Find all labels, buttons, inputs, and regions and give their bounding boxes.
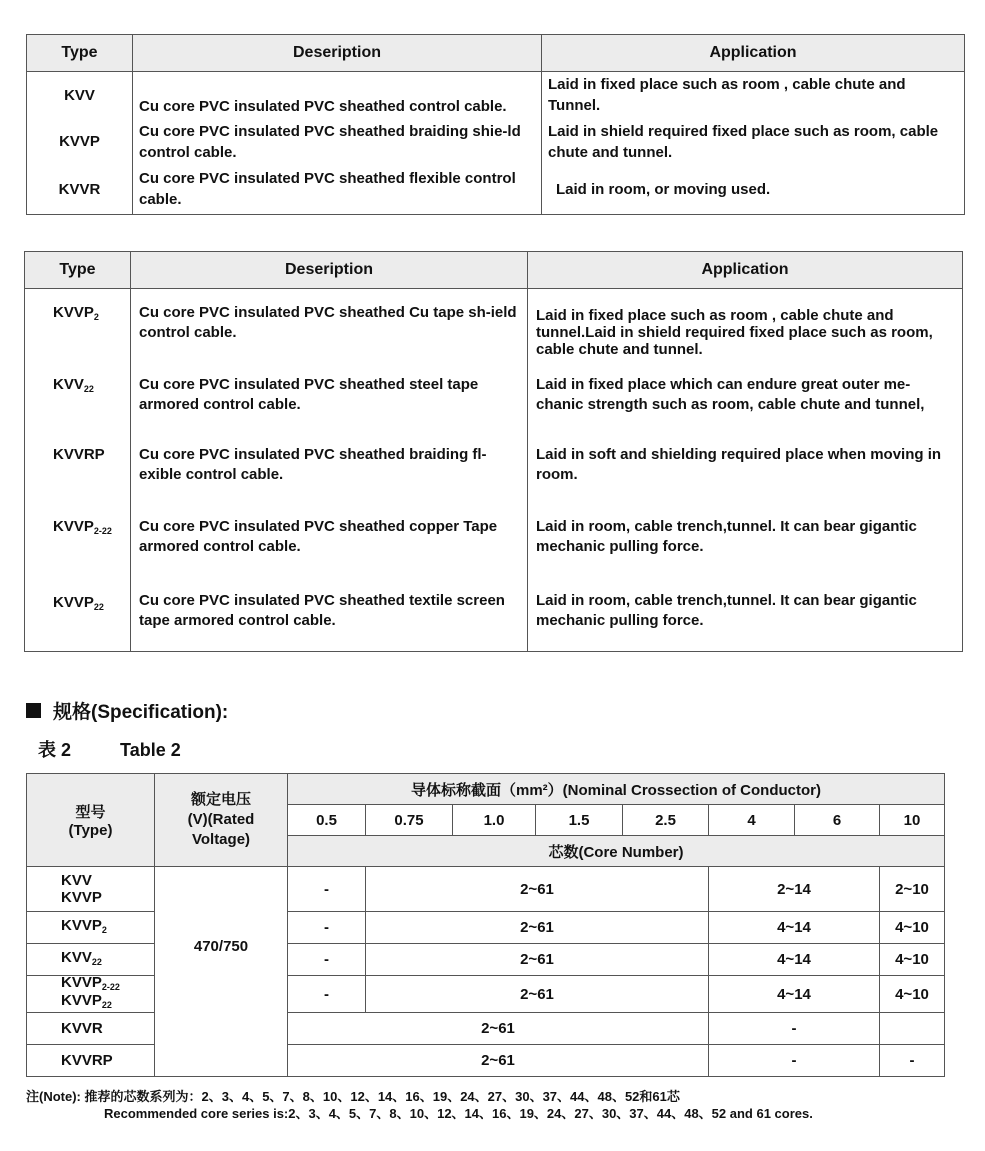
type-name: KVVP <box>61 916 102 934</box>
type-cell: KVVRP <box>27 1045 155 1077</box>
table-label-en: Table 2 <box>120 740 181 760</box>
core-cell: - <box>288 944 366 976</box>
core-cell: 4~10 <box>880 944 945 976</box>
section-value: 0.5 <box>288 805 366 836</box>
description-cell: Cu core PVC insulated PVC sheathed control cable. <box>133 72 542 119</box>
application-cell: Laid in room, cable trench,tunnel. It can bear gigantic mechanic pulling force. <box>528 505 963 575</box>
type-cell <box>27 944 155 976</box>
square-bullet-icon <box>26 703 41 718</box>
description-cell: Cu core PVC insulated PVC sheathed steel tape armored control cable. <box>131 363 528 433</box>
voltage-header-cn: 额定电压 <box>190 791 251 808</box>
application-cell: Laid in fixed place such as room , cable chute and Tunnel. <box>542 72 965 119</box>
core-cell: 2~14 <box>709 867 880 912</box>
type-cell <box>27 912 155 944</box>
type-subscript: 2 <box>101 924 107 935</box>
table-row <box>27 165 965 215</box>
type-name: KVV <box>61 948 92 966</box>
table-row <box>25 505 963 575</box>
section-value: 2.5 <box>623 805 709 836</box>
core-cell: 4~10 <box>880 976 945 1013</box>
application-cell: Laid in fixed place such as room , cable chute and tunnel.Laid in shield required fixed place such as room, cable chute and tunnel. <box>528 289 963 363</box>
note-en: Recommended core series is:2、3、4、5、7、8、10、12、14、16、19、24、27、30、37、44、48、52 and 61 cores. <box>104 1106 813 1121</box>
note-label: 注(Note): <box>26 1089 81 1104</box>
voltage-header <box>155 774 288 867</box>
description-cell: Cu core PVC insulated PVC sheathed textile screen tape armored control cable. <box>131 575 528 652</box>
type-header-cn: 型号 <box>75 804 106 821</box>
core-cell: 2~61 <box>366 912 709 944</box>
type-cell: KVVP <box>27 119 133 165</box>
table-row <box>25 575 963 652</box>
core-cell: 4~14 <box>709 912 880 944</box>
specification-heading <box>26 697 228 724</box>
type-subscript: 22 <box>101 1000 112 1010</box>
section-value: 1.5 <box>536 805 623 836</box>
voltage-header-en: (V)(Rated Voltage) <box>187 811 255 848</box>
type-cell: KVVR <box>27 165 133 215</box>
section-value: 6 <box>795 805 880 836</box>
core-cell: - <box>288 867 366 912</box>
table-label-cn: 表 2 <box>38 740 72 760</box>
table-row <box>25 363 963 433</box>
note-cn: 推荐的芯数系列为：2、3、4、5、7、8、10、12、14、16、19、24、27、30、37、44、48、52和61芯 <box>84 1089 680 1104</box>
type-cell: $KVVP_2$ <box>25 289 131 363</box>
application-cell: Laid in soft and shielding required place when moving in room. <box>528 433 963 505</box>
core-cell: - <box>709 1045 880 1077</box>
core-cell: 2~61 <box>288 1045 709 1077</box>
type-header <box>27 774 155 867</box>
core-cell: - <box>880 1045 945 1077</box>
type-name: KVVP <box>61 889 102 906</box>
core-cell: 2~61 <box>366 976 709 1013</box>
section-value: 1.0 <box>453 805 536 836</box>
cable-type-table-a <box>26 34 965 215</box>
type-subscript: 2-22 <box>101 982 120 992</box>
core-cell <box>880 1013 945 1045</box>
description-cell: Cu core PVC insulated PVC sheathed braiding shie-ld control cable. <box>133 119 542 165</box>
type-name: KVV <box>61 872 92 889</box>
core-cell: 4~14 <box>709 944 880 976</box>
core-cell: 2~61 <box>288 1013 709 1045</box>
type-name: KVVP <box>61 992 102 1009</box>
cable-type-table-b <box>24 251 963 652</box>
header-application: Application <box>542 35 965 72</box>
type-header-en: (Type) <box>68 822 113 839</box>
section-value: 10 <box>880 805 945 836</box>
core-cell: - <box>288 912 366 944</box>
table-row <box>27 119 965 165</box>
core-cell: - <box>709 1013 880 1045</box>
core-cell: 4~10 <box>880 912 945 944</box>
table-row <box>25 433 963 505</box>
table-row <box>27 867 945 912</box>
table-row <box>25 289 963 363</box>
header-type: Type <box>27 35 133 72</box>
core-cell: - <box>288 976 366 1013</box>
description-cell: Cu core PVC insulated PVC sheathed flexible control cable. <box>133 165 542 215</box>
description-cell: Cu core PVC insulated PVC sheathed copper Tape armored control cable. <box>131 505 528 575</box>
table-label <box>38 736 181 762</box>
type-cell <box>27 976 155 1013</box>
header-description: Deseription <box>131 252 528 289</box>
note <box>26 1088 813 1122</box>
description-cell: Cu core PVC insulated PVC sheathed Cu tape sh-ield control cable. <box>131 289 528 363</box>
section-header: 导体标称截面（mm²）(Nominal Crossection of Conductor) <box>288 774 945 805</box>
type-cell: KVVR <box>27 1013 155 1045</box>
type-cell: $KVV_{22}$ <box>25 363 131 433</box>
specification-heading-text: 规格(Specification): <box>53 702 229 723</box>
core-cell: 2~61 <box>366 944 709 976</box>
application-cell: Laid in room, or moving used. <box>542 165 965 215</box>
specification-table <box>26 773 945 1077</box>
description-cell: Cu core PVC insulated PVC sheathed braiding fl-exible control cable. <box>131 433 528 505</box>
header-application: Application <box>528 252 963 289</box>
application-cell: Laid in shield required fixed place such as room, cable chute and tunnel. <box>542 119 965 165</box>
type-cell: $KVVP_{2-22}$ <box>25 505 131 575</box>
type-cell: $KVVP_{22}$ <box>25 575 131 652</box>
voltage-cell: 470/750 <box>155 867 288 1077</box>
core-cell: 2~10 <box>880 867 945 912</box>
section-value: 0.75 <box>366 805 453 836</box>
type-subscript: 22 <box>91 956 102 967</box>
application-cell: Laid in fixed place which can endure great outer me-chanic strength such as room, cable chute and tunnel, <box>528 363 963 433</box>
type-name: KVVP <box>61 974 102 991</box>
table-row <box>27 72 965 119</box>
type-cell: KVV <box>27 72 133 119</box>
core-number-header: 芯数(Core Number) <box>288 836 945 867</box>
core-cell: 2~61 <box>366 867 709 912</box>
type-cell: KVVRP <box>25 433 131 505</box>
header-description: Deseription <box>133 35 542 72</box>
header-type: Type <box>25 252 131 289</box>
section-value: 4 <box>709 805 795 836</box>
application-cell: Laid in room, cable trench,tunnel. It can bear gigantic mechanic pulling force. <box>528 575 963 652</box>
type-cell <box>27 867 155 912</box>
core-cell: 4~14 <box>709 976 880 1013</box>
